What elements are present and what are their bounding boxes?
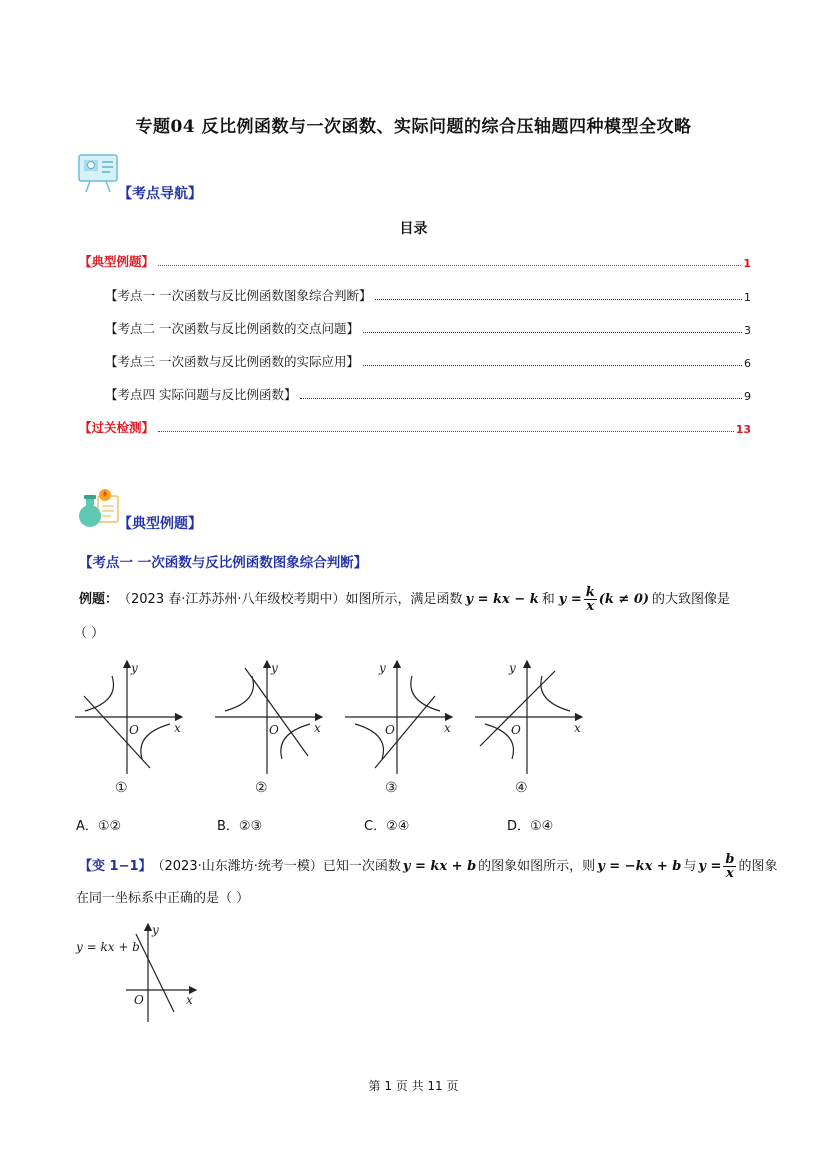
topic1-heading: 【考点一 一次函数与反比例函数图象综合判断】 xyxy=(79,555,368,571)
example-func1: y = kx − k xyxy=(465,591,539,607)
graph-3-y-label: y xyxy=(379,661,386,675)
fraction-numerator: k xyxy=(585,585,595,600)
example-prefix: 例题： xyxy=(79,591,119,607)
graph-4-origin: O xyxy=(511,723,521,737)
graph-4 xyxy=(475,661,582,774)
graph-1-label: ① xyxy=(115,780,128,796)
toc-entry-label: 【考点四 实际问题与反比例函数】 xyxy=(105,387,297,402)
variant-tag: 【变 1−1】 xyxy=(79,858,152,874)
toc-leader xyxy=(158,430,734,432)
graph-3-label: ③ xyxy=(385,780,398,796)
toc-entry-page: 1 xyxy=(743,257,751,270)
fraction-denominator: x xyxy=(726,866,734,881)
graph-2-label: ② xyxy=(255,780,268,796)
example-suffix: 的大致图像是 xyxy=(652,591,731,607)
graph-4-label: ④ xyxy=(515,780,528,796)
toc-entry-checkpoint[interactable] xyxy=(79,418,751,436)
nav-board-icon xyxy=(76,152,122,194)
toc-entry-label: 【考点三 一次函数与反比例函数的实际应用】 xyxy=(105,354,359,369)
variant-func1: y = kx + b xyxy=(402,858,477,874)
graph-3-x-label: x xyxy=(444,721,451,735)
toc-entry-examples[interactable] xyxy=(79,252,751,270)
variant-y-label: y xyxy=(152,923,159,937)
graph-1-x-label: x xyxy=(174,721,181,735)
toc-entry-topic2[interactable] xyxy=(105,319,751,337)
toc-entry-label: 【考点二 一次函数与反比例函数的交点问题】 xyxy=(105,321,359,336)
toc-entry-label: 【考点一 一次函数与反比例函数图象综合判断】 xyxy=(105,288,372,303)
variant-source: （2023·山东潍坊·统考一模）已知一次函数 xyxy=(151,858,401,874)
example-and: 和 xyxy=(541,591,555,607)
graph-3 xyxy=(345,661,452,774)
fraction-denominator: x xyxy=(586,599,595,614)
variant-question xyxy=(79,852,778,881)
example-answer-paren: （ ） xyxy=(74,626,105,641)
graph-2-x-label: x xyxy=(314,721,321,735)
toc-entry-page: 13 xyxy=(735,423,751,436)
flask-icon xyxy=(76,488,120,528)
example-fraction xyxy=(584,586,597,613)
toc-leader xyxy=(375,298,742,300)
graph-2 xyxy=(215,661,322,774)
graph-1-origin: O xyxy=(129,723,139,737)
variant-origin: O xyxy=(134,993,144,1007)
toc-leader xyxy=(363,364,742,366)
graph-1 xyxy=(75,661,182,774)
variant-graph xyxy=(74,920,204,1026)
toc-entry-page: 9 xyxy=(744,390,751,403)
variant-func3-lhs: y = xyxy=(698,858,722,874)
nav-heading: 【考点导航】 xyxy=(118,186,202,202)
toc-entry-label: 【过关检测】 xyxy=(79,420,155,435)
variant-with: 与 xyxy=(683,858,697,874)
example-graphs xyxy=(70,656,590,801)
variant-func2: y = −kx + b xyxy=(597,858,682,874)
toc-entry-page: 1 xyxy=(744,291,751,304)
toc-entry-topic3[interactable] xyxy=(105,352,751,370)
toc-leader xyxy=(300,397,742,399)
example-func2-lhs: y = xyxy=(558,591,582,607)
variant-mid: 的图象如图所示，则 xyxy=(478,858,596,874)
document-title: 专题04 反比例函数与一次函数、实际问题的综合压轴题四种模型全攻略 xyxy=(135,117,692,137)
variant-graph-label: y = kx + b xyxy=(76,940,140,954)
page-footer: 第 1 页 共 11 页 xyxy=(368,1079,459,1093)
toc-entry-label: 【典型例题】 xyxy=(79,254,155,269)
fraction-numerator: b xyxy=(725,852,735,867)
variant-fraction xyxy=(723,853,736,880)
toc-entry-page: 3 xyxy=(744,324,751,337)
toc-leader xyxy=(363,331,742,333)
example-source: （2023 春·江苏苏州·八年级校考期中）如图所示，满足函数 xyxy=(118,591,463,607)
graph-3-origin: O xyxy=(385,723,395,737)
variant-line2: 在同一坐标系中正确的是（ ） xyxy=(76,891,250,906)
toc-heading: 目录 xyxy=(399,221,428,237)
option-d[interactable]: D．①④ xyxy=(507,819,554,834)
variant-tail: 的图象 xyxy=(738,858,778,874)
toc-entry-topic1[interactable] xyxy=(105,286,751,304)
graph-4-y-label: y xyxy=(509,661,516,675)
toc-entry-topic4[interactable] xyxy=(105,385,751,403)
graph-4-x-label: x xyxy=(574,721,581,735)
toc-entry-page: 6 xyxy=(744,357,751,370)
graph-1-y-label: y xyxy=(131,661,138,675)
variant-x-label: x xyxy=(186,993,193,1007)
examples-heading: 【典型例题】 xyxy=(118,516,202,532)
graph-2-y-label: y xyxy=(271,661,278,675)
option-a[interactable]: A．①② xyxy=(76,819,122,834)
example-func2-cond: (k ≠ 0) xyxy=(598,591,650,607)
option-b[interactable]: B．②③ xyxy=(217,819,263,834)
toc-leader xyxy=(158,264,741,266)
option-c[interactable]: C．②④ xyxy=(364,819,410,834)
example-question xyxy=(79,586,759,613)
graph-2-origin: O xyxy=(269,723,279,737)
